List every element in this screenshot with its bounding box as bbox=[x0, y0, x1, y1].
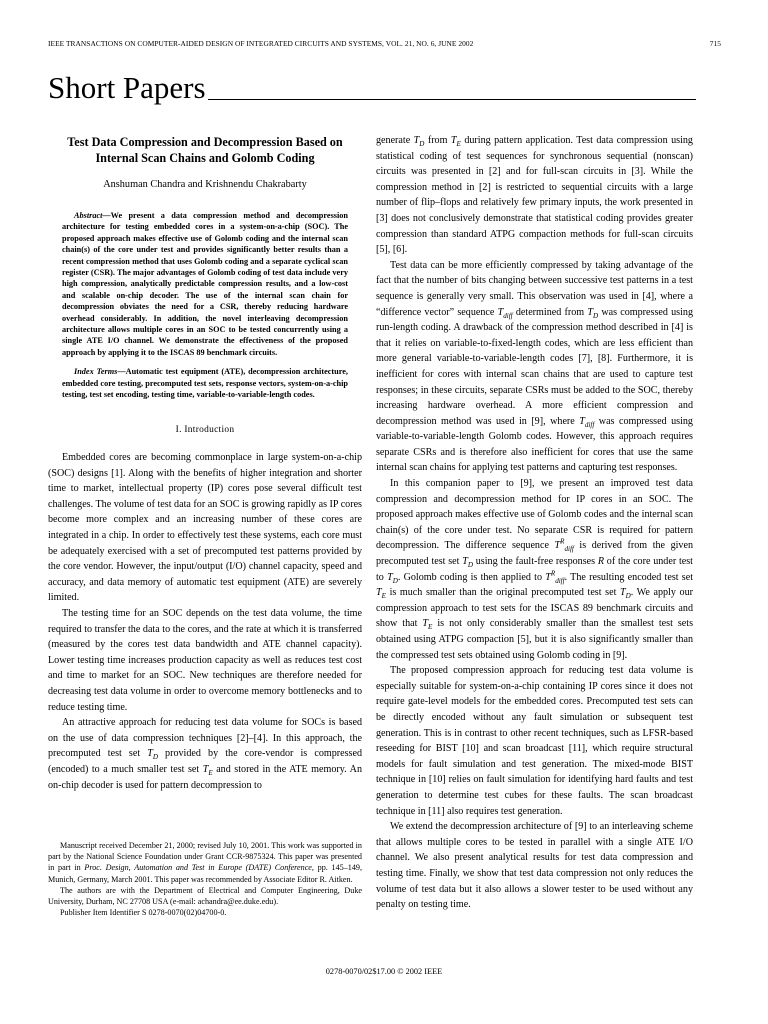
abstract-text: —We present a data compression method and decompression architecture for testing embedded cores in a system-on-a-chip (SOC). The proposed approach makes effective use of Golomb coding and the internal scan chain(s) of the core under test and provides significantly better results than a recent compression method that uses Golomb coding and a separate cyclical scan register (CSR). The major advantages of Golomb coding of test data include very high compression, analytically predictable compression results, and a low-cost and scalable on-chip decoder. The use of the internal scan chain for decompression obviates the need for a CSR, thereby reducing hardware overhead considerably. In addition, the novel interleaving decompression architecture allows multiple cores in an SOC to be tested concurrently using a single ATE I/O channel. We demonstrate the effectiveness of the proposed approach by applying it to the ISCAS 89 benchmark circuits. bbox=[62, 211, 348, 357]
right-paragraph-2: Test data can be more efficiently compressed by taking advantage of the fact that the number of bits changing between successive test patterns in a test sequence is generally very small. This observation was used in [4], where a “difference vector” sequence $T_{diff}$ determined from $T_D$ was compressed using run-length coding. A drawback of the compression method described in [4] is that it relies on variable-to-fixed-length codes, which are less efficient than more general variable-to-variable-length codes [7], [8]. Furthermore, it is inefficient for cores with internal scan chains that are used to capture test responses; in these circuits, separate CSRs must be added to the SOC, thereby increasing hardware overhead. A more efficient compression and decompression method was used in [9], where $T_{diff}$ was compressed using variable-to-variable-length Golomb codes. However, this approach requires separate CSRs and is therefore also inefficient for cores that use the same internal scan chains for applying test patterns and capturing test responses. bbox=[376, 259, 694, 474]
index-terms-text: —Automatic test equipment (ATE), decompression architecture, embedded core testing, precomputed test sets, response vectors, system-on-a-chip testing, test set encoding, testing time, variable-to-variable-length codes. bbox=[62, 367, 348, 400]
intro-paragraph-1: Embedded cores are becoming commonplace in large system-on-a-chip (SOC) designs [1]. Along with the benefits of higher integration and shorter time to market, intellectual property (IP) cores pose several difficult test challenges. The volume of test data for an SOC is growing rapidly as IP cores become more complex and an increasing number of these cores are integrated in a chip. In order to effectively test these systems, each core must be adequately exercised with a set of precomputed test patterns provided by the core vendor. However, the input/output (I/O) channel capacity, speed and accuracy, and data memory of automatic test equipment (ATE) are severely limited. bbox=[48, 452, 362, 604]
section-title: Short Papers bbox=[48, 70, 206, 105]
section-header bbox=[48, 72, 696, 103]
running-head bbox=[48, 39, 721, 48]
right-column bbox=[376, 133, 693, 913]
page-number: 715 bbox=[709, 39, 721, 48]
abstract-lead: Abstract bbox=[74, 211, 103, 220]
section-rule bbox=[208, 99, 696, 100]
intro-paragraph-3: An attractive approach for reducing test data volume for SOCs is based on the use of data compression techniques [2]–[4]. In this approach, the precomputed test set $T_D$ provided by the core-vendor is compressed (encoded) to a much smaller test set $T_E$ and stored in the ATE memory. An on-chip decoder is used for pattern decompression to bbox=[48, 717, 362, 791]
right-paragraph-1: generate $T_D$ from $T_E$ during pattern application. Test data compression using statistical coding of test sequences for synchronous sequential (nonscan) circuits was presented in [2] and for full-scan circuits in [3]. While the compression method in [2] is restricted to sequential circuits with a large number of flip–flops and relatively few primary inputs, the work presented in [3] does not conclusively demonstrate that statistical coding provides greater compression than standard ATPG compaction methods for full-scan circuits [5], [6]. bbox=[376, 135, 693, 256]
right-paragraph-3: In this companion paper to [9], we present an improved test data compression and decompression method for IP cores in an SOC. The proposed approach makes effective use of Golomb codes and the internal scan chain(s) of the core under test. No separate CSR is required for pattern decompression. The difference sequence $T^R_{diff}$ is derived from the given precomputed test set $T_D$ using the fault-free responses R of the core under test to $T_D$. Golomb coding is then applied to $T^R_{diff}$. The resulting encoded test set $T_E$ is much smaller than the original precomputed test set $T_D$. We apply our compression approach to test sets for the ISCAS 89 benchmark circuits and show that $T_E$ is not only considerably smaller than the smallest test sets obtained using ATPG compaction [5], but it is also significantly smaller than the compressed test sets obtained using Golomb coding in [9]. bbox=[376, 478, 693, 661]
footnote-identifier: Publisher Item Identifier S 0278-0070(02)04700-0. bbox=[60, 908, 227, 918]
intro-paragraph-2: The testing time for an SOC depends on the test data volume, the time required to transfer the data to the cores, and the rate at which it is transferred (measured by the cores test data bandwidth and ATE channel capacity). Lower testing time increases production capacity as well as reduces test cost and time to market for an SOC. New techniques are therefore needed for decreasing test data volume in order to overcome memory bottlenecks and to reduce testing time. bbox=[48, 608, 362, 713]
intro-heading: I. Introduction bbox=[175, 424, 235, 435]
index-terms bbox=[48, 366, 362, 400]
footnote-manuscript: Manuscript received December 21, 2000; revised July 10, 2001. This work was supported in part by the National Science Foundation under Grant CCR-9875324. This paper was presented in part in Proc. Design, Automation and Test in Europe (DATE) Conference, pp. 145–149, Munich, Germany, March 2001. This paper was recommended by Associate Editor R. Aitken. bbox=[48, 841, 362, 884]
paper-title: Test Data Compression and Decompression Based on Internal Scan Chains and Golomb Coding bbox=[67, 135, 343, 165]
footnotes bbox=[48, 840, 362, 918]
footnote-affiliation: The authors are with the Department of Electrical and Computer Engineering, Duke University, Durham, NC 27708 USA (e-mail: achandra@ee.duke.edu). bbox=[48, 885, 362, 907]
left-column bbox=[48, 134, 362, 793]
copyright-footer: 0278-0070/02$17.00 © 2002 IEEE bbox=[325, 967, 443, 976]
right-paragraph-5: We extend the decompression architecture of [9] to an interleaving scheme that allows multiple cores to be tested in parallel with a single ATE I/O channel. We also present analytical results for test data compression and testing time. Finally, we show that test data compression not only reduces the volume of test data but it also allows a slower tester to be used without any penalty on testing time. bbox=[376, 821, 693, 911]
paper-authors: Anshuman Chandra and Krishnendu Chakrabarty bbox=[103, 179, 307, 190]
abstract bbox=[48, 210, 362, 358]
index-terms-lead: Index Terms bbox=[74, 367, 118, 377]
journal-name: IEEE TRANSACTIONS ON COMPUTER-AIDED DESIGN OF INTEGRATED CIRCUITS AND SYSTEMS, VOL. 21, NO. 6, JUNE 2002 bbox=[48, 39, 474, 48]
right-paragraph-4: The proposed compression approach for reducing test data volume is especially suitable for system-on-a-chip containing IP cores since it does not require gate-level models for the embedded cores. Precomputed test sets can be directly encoded without any fault simulation or subsequent test generation. This is in contrast to other recent techniques, such as LFSR-based reseeding for BIST [10] and scan broadcast [11], which require structural models for fault simulation and test generation. The mixed-mode BIST technique in [10] relies on fault simulation for identifying hard faults and test generation to determine test cubes for these faults. The scan broadcast technique in [11] also requires test generation. bbox=[376, 665, 693, 817]
